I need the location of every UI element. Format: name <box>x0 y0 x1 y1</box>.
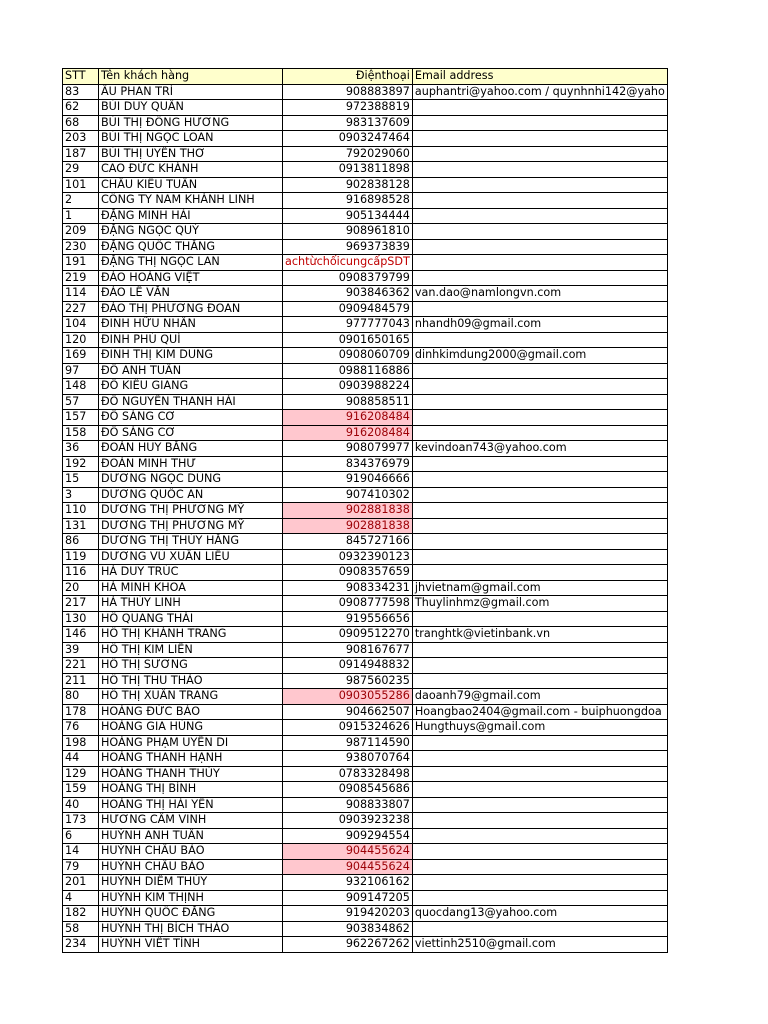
customer-name-cell[interactable]: HỒ THỊ KIM LIÊN <box>99 642 283 658</box>
email-cell[interactable] <box>412 239 667 255</box>
customer-name-cell[interactable]: HỒ THỊ THU THẢO <box>99 673 283 689</box>
email-cell[interactable]: daoanh79@gmail.com <box>412 689 667 705</box>
phone-cell[interactable]: 908334231 <box>283 580 413 596</box>
table-row <box>63 115 668 131</box>
customer-name-cell[interactable]: HOÀNG THANH THỦY <box>99 766 283 782</box>
table-row <box>63 782 668 798</box>
stt-cell[interactable]: 80 <box>63 689 99 705</box>
stt-cell[interactable]: 192 <box>63 456 99 472</box>
phone-cell[interactable]: 0901650165 <box>283 332 413 348</box>
customer-name-cell[interactable]: HUỲNH ANH TUẤN <box>99 828 283 844</box>
email-cell[interactable] <box>412 255 667 271</box>
customer-name-cell[interactable]: DƯƠNG THỊ PHƯƠNG MỸ <box>99 518 283 534</box>
phone-cell[interactable]: 902838128 <box>283 177 413 193</box>
email-cell[interactable] <box>412 131 667 147</box>
table-row <box>63 534 668 550</box>
stt-cell[interactable]: 44 <box>63 751 99 767</box>
email-cell[interactable] <box>412 611 667 627</box>
table-row <box>63 704 668 720</box>
phone-cell[interactable]: 902881838 <box>283 518 413 534</box>
table-row <box>63 301 668 317</box>
customer-name-cell[interactable]: HUỲNH CHÂU BẢO <box>99 844 283 860</box>
stt-cell[interactable]: 131 <box>63 518 99 534</box>
table-row <box>63 813 668 829</box>
customer-name-cell[interactable]: HOÀNG GIA HÙNG <box>99 720 283 736</box>
stt-cell[interactable]: 62 <box>63 100 99 116</box>
email-cell[interactable] <box>412 193 667 209</box>
email-cell[interactable] <box>412 394 667 410</box>
table-row <box>63 751 668 767</box>
table-row <box>63 456 668 472</box>
stt-cell[interactable]: 79 <box>63 859 99 875</box>
phone-cell[interactable]: 0783328498 <box>283 766 413 782</box>
customer-name-cell[interactable]: ĐỖ NGUYỄN THANH HẢI <box>99 394 283 410</box>
stt-cell[interactable]: 221 <box>63 658 99 674</box>
phone-cell[interactable]: 0914948832 <box>283 658 413 674</box>
stt-cell[interactable]: 36 <box>63 441 99 457</box>
table-row <box>63 208 668 224</box>
table-row <box>63 131 668 147</box>
phone-cell[interactable]: 792029060 <box>283 146 413 162</box>
email-cell[interactable] <box>412 534 667 550</box>
email-cell[interactable] <box>412 410 667 426</box>
phone-cell[interactable]: 0915324626 <box>283 720 413 736</box>
table-row <box>63 565 668 581</box>
stt-cell[interactable]: 203 <box>63 131 99 147</box>
customer-name-cell[interactable]: HỒ QUANG THÁI <box>99 611 283 627</box>
table-row <box>63 255 668 271</box>
email-cell[interactable] <box>412 425 667 441</box>
customer-name-cell[interactable]: ĐẶNG THỊ NGỌC LAN <box>99 255 283 271</box>
stt-cell[interactable]: 169 <box>63 348 99 364</box>
email-cell[interactable] <box>412 735 667 751</box>
customer-name-cell[interactable]: HOÀNG ĐỨC BẢO <box>99 704 283 720</box>
email-cell[interactable] <box>412 766 667 782</box>
customer-name-cell[interactable]: BÙI THỊ NGỌC LOAN <box>99 131 283 147</box>
table-row <box>63 875 668 891</box>
customer-name-cell[interactable]: HỒ THỊ KHÁNH TRANG <box>99 627 283 643</box>
customer-name-cell[interactable]: HUỲNH CHÂU BẢO <box>99 859 283 875</box>
customer-name-cell[interactable]: ĐINH HỮU NHÂN <box>99 317 283 333</box>
customer-name-cell[interactable]: ĐỖ KIỀU GIANG <box>99 379 283 395</box>
table-row <box>63 332 668 348</box>
customer-name-cell[interactable]: DƯƠNG VŨ XUÂN LIỄU <box>99 549 283 565</box>
email-cell[interactable] <box>412 115 667 131</box>
email-cell[interactable] <box>412 797 667 813</box>
email-cell[interactable] <box>412 503 667 519</box>
stt-cell[interactable]: 4 <box>63 890 99 906</box>
phone-cell[interactable]: 987560235 <box>283 673 413 689</box>
customer-name-cell[interactable]: HÀ DUY TRÚC <box>99 565 283 581</box>
email-cell[interactable] <box>412 332 667 348</box>
header-row <box>63 69 668 85</box>
stt-cell[interactable]: 211 <box>63 673 99 689</box>
customer-name-cell[interactable]: HUỲNH VIẾT TÌNH <box>99 937 283 953</box>
table-row <box>63 84 668 100</box>
email-cell[interactable] <box>412 673 667 689</box>
stt-cell[interactable]: 29 <box>63 162 99 178</box>
table-row <box>63 286 668 302</box>
stt-cell[interactable]: 187 <box>63 146 99 162</box>
email-cell[interactable]: tranghtk@vietinbank.vn <box>412 627 667 643</box>
phone-cell[interactable]: 908167677 <box>283 642 413 658</box>
stt-cell[interactable]: 198 <box>63 735 99 751</box>
customer-name-cell[interactable]: ĐẶNG NGỌC QUÝ <box>99 224 283 240</box>
phone-cell[interactable]: 904455624 <box>283 844 413 860</box>
phone-cell[interactable]: 909147205 <box>283 890 413 906</box>
phone-cell[interactable]: 919420203 <box>283 906 413 922</box>
table-row <box>63 828 668 844</box>
table-row <box>63 596 668 612</box>
stt-cell[interactable]: 119 <box>63 549 99 565</box>
stt-cell[interactable]: 234 <box>63 937 99 953</box>
table-row <box>63 472 668 488</box>
customer-name-cell[interactable]: ĐÀO LÊ VĂN <box>99 286 283 302</box>
table-row <box>63 177 668 193</box>
table-row <box>63 379 668 395</box>
customer-name-cell[interactable]: CHÂU KIỀU TUẤN <box>99 177 283 193</box>
stt-cell[interactable]: 20 <box>63 580 99 596</box>
stt-cell[interactable]: 130 <box>63 611 99 627</box>
phone-cell[interactable]: 919556656 <box>283 611 413 627</box>
customer-name-cell[interactable]: HÀ THÙY LINH <box>99 596 283 612</box>
stt-cell[interactable]: 76 <box>63 720 99 736</box>
email-cell[interactable] <box>412 642 667 658</box>
table-row <box>63 224 668 240</box>
customer-name-cell[interactable]: ĐINH PHÚ QUÍ <box>99 332 283 348</box>
email-cell[interactable] <box>412 518 667 534</box>
customer-name-cell[interactable]: ĐỖ ANH TUẤN <box>99 363 283 379</box>
email-cell[interactable] <box>412 224 667 240</box>
email-cell[interactable] <box>412 875 667 891</box>
stt-cell[interactable]: 1 <box>63 208 99 224</box>
stt-cell[interactable]: 146 <box>63 627 99 643</box>
stt-cell[interactable]: 40 <box>63 797 99 813</box>
phone-cell[interactable]: 962267262 <box>283 937 413 953</box>
stt-cell[interactable]: 3 <box>63 487 99 503</box>
phone-cell[interactable]: 908858511 <box>283 394 413 410</box>
customer-name-cell[interactable]: ĐOÀN MINH THƯ <box>99 456 283 472</box>
table-row <box>63 937 668 953</box>
customer-name-cell[interactable]: BÙI THỊ ĐÔNG HƯƠNG <box>99 115 283 131</box>
customer-name-cell[interactable]: HỒ THỊ XUÂN TRANG <box>99 689 283 705</box>
customer-name-cell[interactable]: HỒ THỊ SƯƠNG <box>99 658 283 674</box>
stt-cell[interactable]: 173 <box>63 813 99 829</box>
email-cell[interactable] <box>412 301 667 317</box>
phone-cell[interactable]: 0908357659 <box>283 565 413 581</box>
email-cell[interactable] <box>412 472 667 488</box>
stt-cell[interactable]: 83 <box>63 84 99 100</box>
stt-cell[interactable]: 182 <box>63 906 99 922</box>
email-cell[interactable] <box>412 146 667 162</box>
email-cell[interactable] <box>412 162 667 178</box>
customer-name-cell[interactable]: DƯƠNG THỊ THÚY HẰNG <box>99 534 283 550</box>
customer-name-cell[interactable]: CÔNG TY NAM KHÁNH LINH <box>99 193 283 209</box>
stt-cell[interactable]: 191 <box>63 255 99 271</box>
email-cell[interactable] <box>412 658 667 674</box>
stt-cell[interactable]: 101 <box>63 177 99 193</box>
phone-cell[interactable]: 0932390123 <box>283 549 413 565</box>
table-body <box>63 84 668 952</box>
customer-name-cell[interactable]: ĐỖ SÁNG CƠ <box>99 425 283 441</box>
stt-cell[interactable]: 86 <box>63 534 99 550</box>
email-cell[interactable]: viettinh2510@gmail.com <box>412 937 667 953</box>
table-row <box>63 642 668 658</box>
customer-name-cell[interactable]: HOÀNG THỊ BÌNH <box>99 782 283 798</box>
customer-name-cell[interactable]: BÙI DUY QUÂN <box>99 100 283 116</box>
email-cell[interactable]: jhvietnam@gmail.com <box>412 580 667 596</box>
table-row <box>63 425 668 441</box>
phone-cell[interactable]: 908961810 <box>283 224 413 240</box>
stt-cell[interactable]: 110 <box>63 503 99 519</box>
stt-cell[interactable]: 57 <box>63 394 99 410</box>
email-cell[interactable] <box>412 549 667 565</box>
customer-name-cell[interactable]: DƯƠNG QUỐC AN <box>99 487 283 503</box>
stt-cell[interactable]: 201 <box>63 875 99 891</box>
table-row <box>63 720 668 736</box>
email-cell[interactable]: van.dao@namlongvn.com <box>412 286 667 302</box>
phone-cell[interactable]: 902881838 <box>283 503 413 519</box>
email-cell[interactable] <box>412 844 667 860</box>
table-row <box>63 921 668 937</box>
table-row <box>63 844 668 860</box>
table-row <box>63 363 668 379</box>
customer-name-cell[interactable]: ĐẶNG MINH HẢI <box>99 208 283 224</box>
email-cell[interactable] <box>412 828 667 844</box>
customer-name-cell[interactable]: ÂU PHAN TRÍ <box>99 84 283 100</box>
phone-cell[interactable]: 834376979 <box>283 456 413 472</box>
phone-cell[interactable]: 904455624 <box>283 859 413 875</box>
stt-cell[interactable]: 129 <box>63 766 99 782</box>
table-row <box>63 487 668 503</box>
table-row <box>63 735 668 751</box>
email-cell[interactable] <box>412 921 667 937</box>
email-cell[interactable]: auphantri@yahoo.com / quynhnhi142@yaho <box>412 84 667 100</box>
email-cell[interactable] <box>412 565 667 581</box>
stt-cell[interactable]: 217 <box>63 596 99 612</box>
phone-cell[interactable]: 916208484 <box>283 425 413 441</box>
stt-cell[interactable]: 157 <box>63 410 99 426</box>
table-row <box>63 239 668 255</box>
stt-cell[interactable]: 58 <box>63 921 99 937</box>
email-cell[interactable] <box>412 782 667 798</box>
phone-cell[interactable]: 0909512270 <box>283 627 413 643</box>
phone-cell[interactable]: 0903988224 <box>283 379 413 395</box>
table-row <box>63 193 668 209</box>
customer-name-cell[interactable]: HOÀNG PHẠM UYÊN DI <box>99 735 283 751</box>
customer-name-cell[interactable]: ĐÀO THỊ PHƯƠNG ĐOAN <box>99 301 283 317</box>
phone-cell[interactable]: 938070764 <box>283 751 413 767</box>
table-row <box>63 627 668 643</box>
customer-name-cell[interactable]: ĐINH THỊ KIM DUNG <box>99 348 283 364</box>
stt-cell[interactable]: 159 <box>63 782 99 798</box>
table-row <box>63 658 668 674</box>
phone-cell[interactable]: 0908777598 <box>283 596 413 612</box>
email-cell[interactable] <box>412 813 667 829</box>
phone-cell[interactable]: 0913811898 <box>283 162 413 178</box>
table-row <box>63 410 668 426</box>
customer-name-cell[interactable]: HÀ MINH KHOA <box>99 580 283 596</box>
customer-name-cell[interactable]: HUỲNH DIỄM THÚY <box>99 875 283 891</box>
stt-cell[interactable]: 39 <box>63 642 99 658</box>
phone-cell[interactable]: 0903923238 <box>283 813 413 829</box>
phone-cell[interactable]: 907410302 <box>283 487 413 503</box>
stt-cell[interactable]: 15 <box>63 472 99 488</box>
customer-name-cell[interactable]: ĐOÀN HUY BẰNG <box>99 441 283 457</box>
stt-cell[interactable]: 104 <box>63 317 99 333</box>
customer-name-cell[interactable]: ĐỖ SÁNG CƠ <box>99 410 283 426</box>
phone-cell[interactable]: achtừchốicungcấpSDT <box>283 255 413 271</box>
email-cell[interactable] <box>412 859 667 875</box>
table-row <box>63 689 668 705</box>
phone-cell[interactable]: 919046666 <box>283 472 413 488</box>
stt-cell[interactable]: 227 <box>63 301 99 317</box>
stt-cell[interactable]: 148 <box>63 379 99 395</box>
phone-cell[interactable]: 977777043 <box>283 317 413 333</box>
table-row <box>63 100 668 116</box>
table-row <box>63 270 668 286</box>
stt-cell[interactable]: 219 <box>63 270 99 286</box>
customer-name-cell[interactable]: HOÀNG THANH HẠNH <box>99 751 283 767</box>
phone-cell[interactable]: 845727166 <box>283 534 413 550</box>
email-cell[interactable]: kevindoan743@yahoo.com <box>412 441 667 457</box>
table-row <box>63 146 668 162</box>
phone-cell[interactable]: 916898528 <box>283 193 413 209</box>
customer-name-cell[interactable]: HƯƠNG CẨM VINH <box>99 813 283 829</box>
email-cell[interactable]: dinhkimdung2000@gmail.com <box>412 348 667 364</box>
phone-cell[interactable]: 0908379799 <box>283 270 413 286</box>
stt-cell[interactable]: 116 <box>63 565 99 581</box>
customer-name-cell[interactable]: DƯƠNG THỊ PHƯƠNG MỸ <box>99 503 283 519</box>
header-customer-name[interactable]: Tên khách hàng <box>99 69 283 85</box>
header-email[interactable]: Email address <box>412 69 667 85</box>
stt-cell[interactable]: 230 <box>63 239 99 255</box>
customer-name-cell[interactable]: CAO ĐỨC KHÁNH <box>99 162 283 178</box>
table-row <box>63 162 668 178</box>
email-cell[interactable] <box>412 751 667 767</box>
phone-cell[interactable]: 0903247464 <box>283 131 413 147</box>
stt-cell[interactable]: 97 <box>63 363 99 379</box>
table-row <box>63 549 668 565</box>
customer-name-cell[interactable]: ĐÀO HOÀNG VIỆT <box>99 270 283 286</box>
phone-cell[interactable]: 0909484579 <box>283 301 413 317</box>
table-row <box>63 518 668 534</box>
email-cell[interactable]: Hungthuys@gmail.com <box>412 720 667 736</box>
email-cell[interactable] <box>412 487 667 503</box>
stt-cell[interactable]: 114 <box>63 286 99 302</box>
customer-name-cell[interactable]: HUỲNH KIM THỊNH <box>99 890 283 906</box>
email-cell[interactable]: Thuylinhmz@gmail.com <box>412 596 667 612</box>
email-cell[interactable]: Hoangbao2404@gmail.com - buiphuongdoa <box>412 704 667 720</box>
stt-cell[interactable]: 68 <box>63 115 99 131</box>
phone-cell[interactable]: 0908060709 <box>283 348 413 364</box>
phone-cell[interactable]: 908079977 <box>283 441 413 457</box>
table-row <box>63 673 668 689</box>
email-cell[interactable]: quocdang13@yahoo.com <box>412 906 667 922</box>
phone-cell[interactable]: 908883897 <box>283 84 413 100</box>
phone-cell[interactable]: 903834862 <box>283 921 413 937</box>
phone-cell[interactable]: 909294554 <box>283 828 413 844</box>
email-cell[interactable] <box>412 270 667 286</box>
phone-cell[interactable]: 0903055286 <box>283 689 413 705</box>
email-cell[interactable] <box>412 177 667 193</box>
header-phone[interactable]: Điệnthoại <box>283 69 413 85</box>
customer-name-cell[interactable]: DƯƠNG NGỌC DŨNG <box>99 472 283 488</box>
email-cell[interactable] <box>412 379 667 395</box>
table-row <box>63 611 668 627</box>
table-row <box>63 580 668 596</box>
phone-cell[interactable]: 0988116886 <box>283 363 413 379</box>
phone-cell[interactable]: 987114590 <box>283 735 413 751</box>
table-row <box>63 890 668 906</box>
email-cell[interactable] <box>412 890 667 906</box>
table-row <box>63 394 668 410</box>
email-cell[interactable]: nhandh09@gmail.com <box>412 317 667 333</box>
stt-cell[interactable]: 158 <box>63 425 99 441</box>
customer-name-cell[interactable]: HOÀNG THỊ HẢI YẾN <box>99 797 283 813</box>
email-cell[interactable] <box>412 456 667 472</box>
stt-cell[interactable]: 120 <box>63 332 99 348</box>
phone-cell[interactable]: 972388819 <box>283 100 413 116</box>
customer-name-cell[interactable]: HUỲNH QUỐC ĐĂNG <box>99 906 283 922</box>
phone-cell[interactable]: 903846362 <box>283 286 413 302</box>
customer-name-cell[interactable]: HUỲNH THỊ BÍCH THẢO <box>99 921 283 937</box>
stt-cell[interactable]: 178 <box>63 704 99 720</box>
email-cell[interactable] <box>412 363 667 379</box>
phone-cell[interactable]: 908833807 <box>283 797 413 813</box>
stt-cell[interactable]: 6 <box>63 828 99 844</box>
phone-cell[interactable]: 905134444 <box>283 208 413 224</box>
customer-name-cell[interactable]: BÙI THỊ UYÊN THƠ <box>99 146 283 162</box>
table-row <box>63 503 668 519</box>
table-row <box>63 859 668 875</box>
stt-cell[interactable]: 2 <box>63 193 99 209</box>
table-row <box>63 797 668 813</box>
phone-cell[interactable]: 983137609 <box>283 115 413 131</box>
email-cell[interactable] <box>412 100 667 116</box>
customer-name-cell[interactable]: ĐẶNG QUỐC THẮNG <box>99 239 283 255</box>
stt-cell[interactable]: 209 <box>63 224 99 240</box>
header-stt[interactable]: STT <box>63 69 99 85</box>
customer-table <box>62 68 668 953</box>
phone-cell[interactable]: 0908545686 <box>283 782 413 798</box>
table-row <box>63 766 668 782</box>
stt-cell[interactable]: 14 <box>63 844 99 860</box>
email-cell[interactable] <box>412 208 667 224</box>
table-row <box>63 906 668 922</box>
phone-cell[interactable]: 969373839 <box>283 239 413 255</box>
table-row <box>63 441 668 457</box>
phone-cell[interactable]: 904662507 <box>283 704 413 720</box>
table-row <box>63 317 668 333</box>
phone-cell[interactable]: 916208484 <box>283 410 413 426</box>
phone-cell[interactable]: 932106162 <box>283 875 413 891</box>
table-row <box>63 348 668 364</box>
